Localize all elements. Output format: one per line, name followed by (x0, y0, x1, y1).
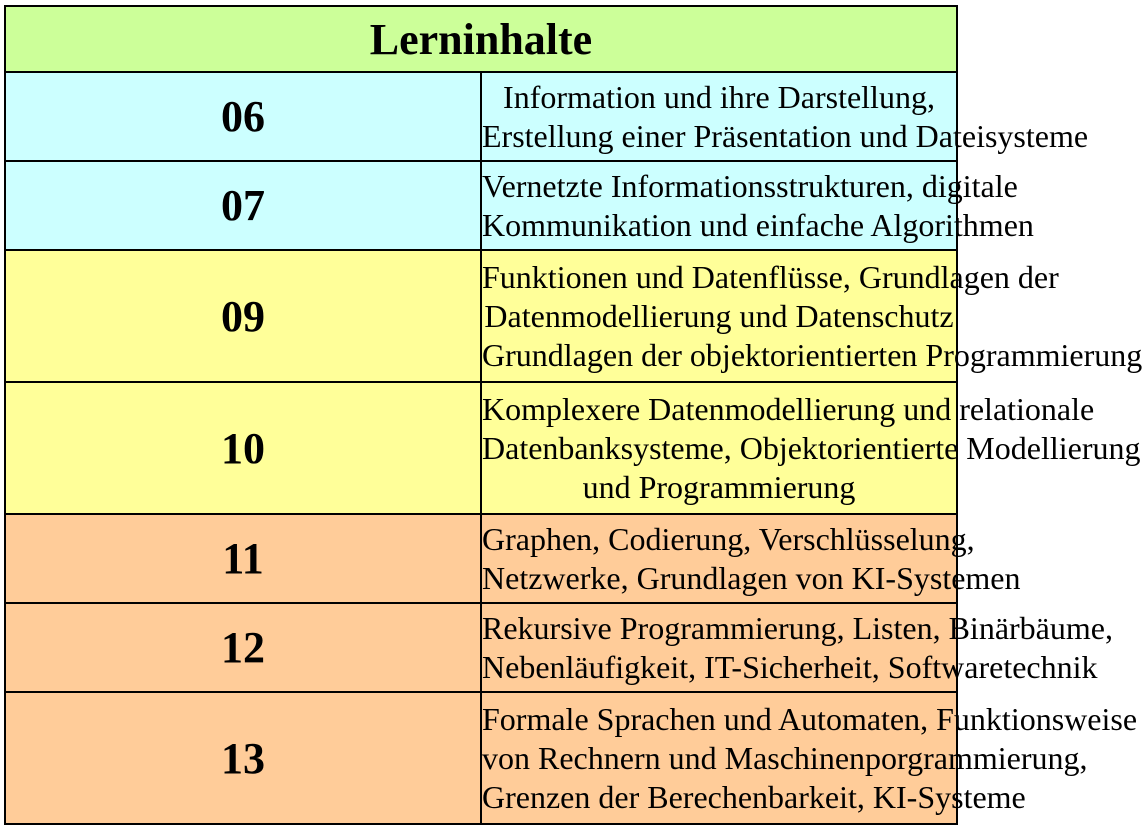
content-line: Komplexere Datenmodellierung und relationale (482, 390, 1095, 427)
content-cell (481, 514, 1021, 603)
content-line: Formale Sprachen und Automaten, Funktionsweise (482, 700, 1138, 737)
table-row (5, 382, 957, 514)
content-cell (481, 161, 1034, 250)
grade-cell: 10 (5, 382, 481, 514)
content-line: Information und ihre Darstellung, (503, 78, 935, 115)
table-title: Lerninhalte (5, 6, 957, 72)
grade-cell: 06 (5, 72, 481, 161)
content-line: Rekursive Programmierung, Listen, Binärbäume, (482, 609, 1113, 646)
content-line: Datenmodellierung und Datenschutz (484, 297, 954, 334)
table-row (5, 692, 957, 824)
grade-cell: 13 (5, 692, 481, 824)
grade-cell: 11 (5, 514, 481, 603)
content-line: Datenbanksysteme, Objektorientierte Modellierung (482, 429, 1141, 466)
grade-cell: 09 (5, 250, 481, 382)
content-line: Grundlagen der objektorientierten Programmierung (482, 336, 1142, 373)
table-row (5, 603, 957, 692)
table-header-row (5, 6, 957, 72)
table-row (5, 514, 957, 603)
content-line: Nebenläufigkeit, IT-Sicherheit, Softwaretechnik (482, 648, 1098, 685)
content-cell (481, 692, 1138, 824)
content-line: Netzwerke, Grundlagen von KI-Systemen (482, 559, 1021, 596)
content-line: und Programmierung (582, 468, 856, 505)
grade-cell: 07 (5, 161, 481, 250)
content-line: Kommunikation und einfache Algorithmen (482, 206, 1034, 243)
content-line: Vernetzte Informationsstrukturen, digitale (482, 167, 1018, 204)
content-cell (481, 250, 1142, 382)
table-row (5, 161, 957, 250)
content-cell (481, 72, 1089, 161)
content-line: Grenzen der Berechenbarkeit, KI-Systeme (482, 778, 1026, 815)
content-line: Erstellung einer Präsentation und Dateisysteme (482, 117, 1089, 154)
content-line: Graphen, Codierung, Verschlüsselung, (482, 520, 975, 557)
table-row (5, 72, 957, 161)
content-line: Funktionen und Datenflüsse, Grundlagen der (482, 258, 1059, 295)
lerninhalte-table (4, 5, 1142, 825)
table-row (5, 250, 957, 382)
grade-cell: 12 (5, 603, 481, 692)
content-line: von Rechnern und Maschinenporgrammierung, (482, 739, 1088, 776)
table-body (5, 6, 1142, 824)
content-cell (481, 603, 1113, 692)
content-cell (481, 382, 1141, 514)
